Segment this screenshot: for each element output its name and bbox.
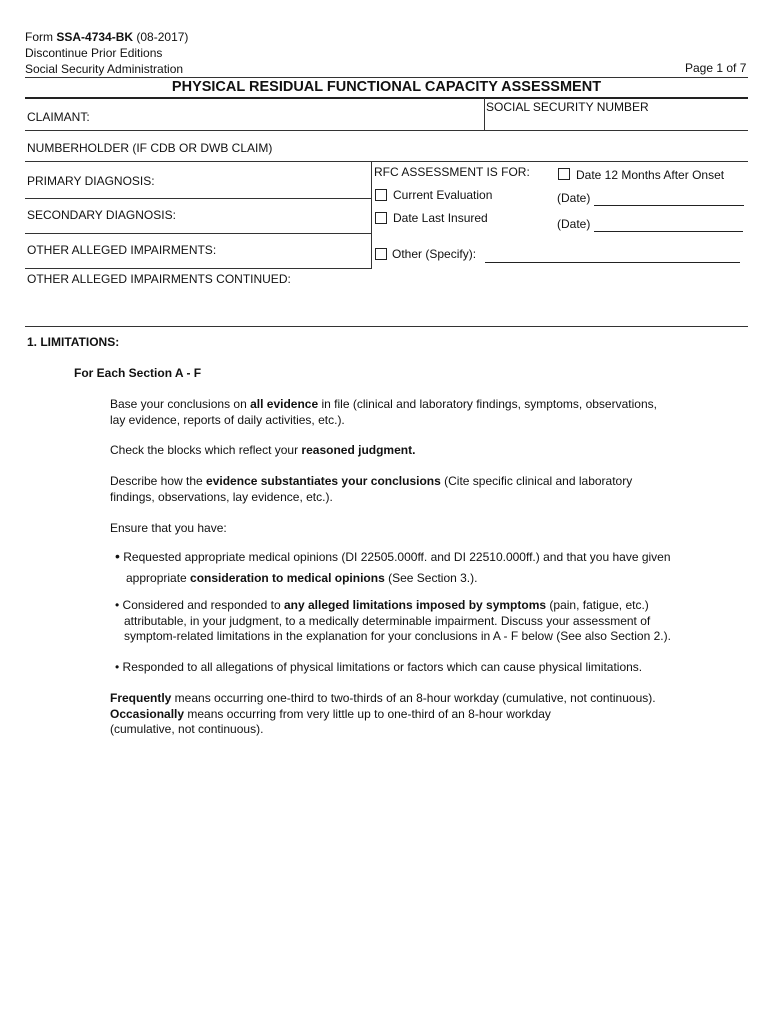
date-line-1[interactable] (594, 205, 744, 206)
p1-text-a: Base your conclusions on (110, 397, 251, 411)
frequently-term: Frequently (110, 691, 172, 705)
page-title: PHYSICAL RESIDUAL FUNCTIONAL CAPACITY ASSESSMENT (171, 79, 602, 95)
bullet-medical-opinions (115, 546, 755, 589)
title-bottom-rule (25, 97, 748, 99)
bullet-2-text-bold: any alleged limitations imposed by symptoms (283, 598, 547, 612)
ensure-text: Ensure that you have: (110, 521, 227, 535)
form-date: (08-2017) (133, 30, 189, 44)
p2-text-bold: reasoned judgment. (301, 443, 416, 457)
bullet-2-text-e: symptom-related limitations in the explanation for your conclusions in A - F below (See also Section 2.). (124, 629, 671, 643)
p1-text-c: in file (clinical and laboratory findings, symptoms, observations, (318, 397, 657, 411)
date-12-months-label: Date 12 Months After Onset (576, 168, 725, 182)
other-alleged-label: OTHER ALLEGED IMPAIRMENTS: (27, 243, 217, 257)
bullet-1-text-bold: consideration to medical opinions (190, 571, 385, 585)
date-label-2: (Date) (557, 217, 591, 231)
current-evaluation-checkbox[interactable] (375, 189, 387, 201)
secondary-diagnosis-label: SECONDARY DIAGNOSIS: (27, 208, 176, 222)
numberholder-label: NUMBERHOLDER (IF CDB OR DWB CLAIM) (27, 141, 273, 155)
form-header (25, 29, 188, 77)
p3-text-bold: evidence substantiates your conclusions (206, 474, 441, 488)
p3-text-a: Describe how the (110, 474, 207, 488)
row-rule-2 (25, 161, 748, 162)
date-last-insured-checkbox[interactable] (375, 212, 387, 224)
current-evaluation-label: Current Evaluation (393, 188, 493, 202)
claimant-field[interactable] (28, 100, 478, 128)
form-prefix: Form (25, 30, 57, 44)
bullet-symptoms (115, 598, 755, 645)
bullet-2-text-c: (pain, fatigue, etc.) (546, 598, 649, 612)
other-specify-label: Other (Specify): (392, 247, 477, 261)
paragraph-evidence (110, 397, 750, 428)
row-rule-4 (25, 233, 371, 234)
page-number: Page 1 of 7 (685, 61, 747, 75)
agency-name: Social Security Administration (25, 62, 184, 76)
rfc-divider (371, 161, 372, 269)
row-rule-5 (25, 268, 371, 269)
occasionally-definition: means occurring from very little up to one-third of an 8-hour workday (184, 706, 551, 721)
date-12-months-checkbox[interactable] (558, 168, 570, 180)
secondary-diagnosis-field[interactable] (190, 200, 365, 230)
bullet-1-marker: • (115, 548, 120, 564)
bullet-1-text-b: appropriate (126, 571, 191, 585)
paragraph-describe (110, 474, 750, 505)
row-rule-3 (25, 198, 371, 199)
frequently-definition: means occurring one-third to two-thirds of an 8-hour workday (cumulative, not continuous). (171, 691, 656, 705)
p1-text-d: lay evidence, reports of daily activities, etc.). (110, 412, 345, 427)
p3-text-c: (Cite specific clinical and laboratory (440, 474, 633, 488)
primary-diagnosis-label: PRIMARY DIAGNOSIS: (27, 174, 155, 188)
other-specify-line[interactable] (485, 262, 740, 263)
bullet-physical-limitations: • Responded to all allegations of physical limitations or factors which can cause physical limitations. (115, 660, 643, 674)
paragraph-judgment (110, 443, 750, 459)
date-last-insured-label: Date Last Insured (393, 211, 488, 225)
for-each-heading: For Each Section A - F (74, 366, 202, 380)
limitations-heading: 1. LIMITATIONS: (27, 335, 120, 349)
row-rule-6 (25, 326, 748, 327)
p2-text-a: Check the blocks which reflect your (110, 443, 302, 457)
bullet-2-text-a: • Considered and responded to (115, 598, 284, 612)
title-top-rule (25, 77, 748, 78)
row-rule-1 (25, 130, 748, 131)
bullet-1-text-a: Requested appropriate medical opinions (DI 22505.000ff. and DI 22510.000ff.) and that you have given (123, 550, 671, 564)
p1-text-bold: all evidence (250, 397, 319, 411)
ssn-field[interactable] (488, 115, 746, 129)
bullet-2-text-d: attributable, in your judgment, to a medically determinable impairment. Discuss your assessment of (124, 613, 651, 628)
primary-diagnosis-field[interactable] (170, 164, 365, 196)
definitions (110, 691, 750, 738)
ssn-divider (484, 98, 485, 130)
occasionally-term: Occasionally (110, 706, 185, 721)
bullet-1-text-d: (See Section 3.). (384, 571, 478, 585)
other-specify-checkbox[interactable] (375, 248, 387, 260)
occasionally-definition-cont: (cumulative, not continuous). (110, 722, 264, 736)
date-label-1: (Date) (557, 191, 591, 205)
discontinue-notice: Discontinue Prior Editions (25, 46, 163, 60)
other-alleged-continued-label: OTHER ALLEGED IMPAIRMENTS CONTINUED: (27, 272, 291, 286)
date-line-2[interactable] (594, 231, 743, 232)
other-alleged-continued-field[interactable] (28, 288, 744, 324)
ssn-label: SOCIAL SECURITY NUMBER (486, 100, 649, 114)
form-id (25, 29, 188, 45)
numberholder-field[interactable] (290, 135, 740, 157)
p3-text-d: findings, observations, lay evidence, etc.). (110, 489, 333, 504)
rfc-label: RFC ASSESSMENT IS FOR: (374, 165, 530, 179)
claimant-label: CLAIMANT: (27, 110, 90, 124)
form-number: SSA-4734-BK (56, 30, 134, 44)
other-alleged-field[interactable] (232, 236, 366, 266)
